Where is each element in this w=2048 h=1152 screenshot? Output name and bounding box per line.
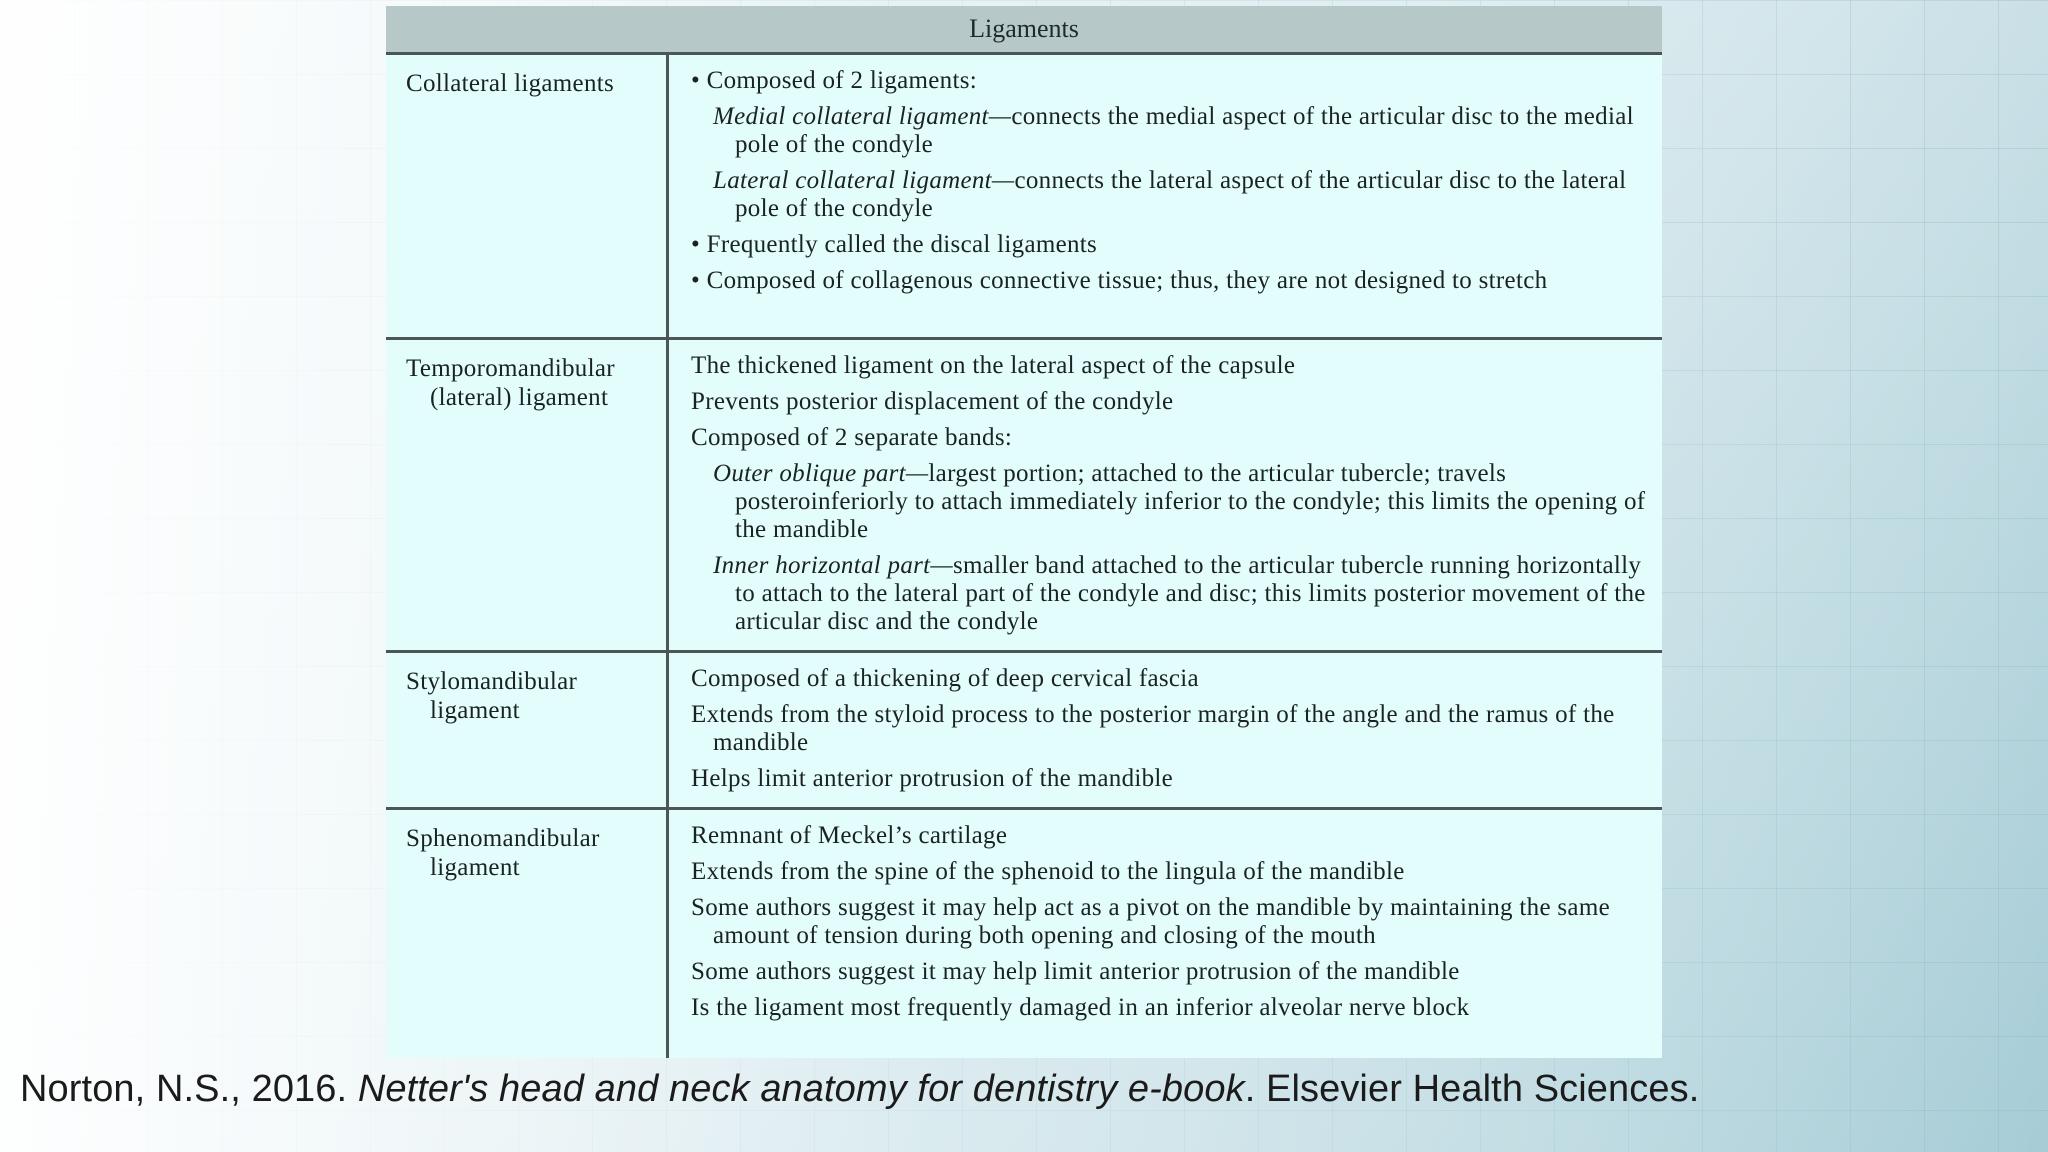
list-item: Composed of a thickening of deep cervical fascia	[691, 665, 1199, 692]
list-item: The thickened ligament on the lateral aspect of the capsule	[691, 352, 1296, 379]
list-item: Some authors suggest it may help act as a pivot on the mandible by maintaining the same amount of tension during both opening and closing of the mouth	[691, 894, 1610, 949]
table-row-stylomandibular	[386, 653, 1662, 810]
list-item: Outer oblique part—largest portion; attached to the articular tubercle; travels posteroinferiorly to attach immediately inferior to the condyle; this limits the opening of the mandible	[713, 460, 1646, 543]
list-item: • Composed of collagenous connective tissue; thus, they are not designed to stretch	[691, 267, 1548, 294]
row-label-line: Stylomandibular	[406, 668, 578, 695]
row-description	[669, 653, 1662, 807]
citation-publisher: . Elsevier Health Sciences.	[1244, 1068, 1700, 1110]
row-label	[386, 55, 669, 337]
row-label	[386, 340, 669, 650]
list-item: • Composed of 2 ligaments:	[691, 67, 977, 94]
list-item: Prevents posterior displacement of the condyle	[691, 388, 1174, 415]
table-title: Ligaments	[386, 6, 1662, 55]
list-item: Medial collateral ligament—connects the medial aspect of the articular disc to the medial pole of the condyle	[713, 103, 1634, 158]
row-description	[669, 810, 1662, 1058]
row-label-line: Sphenomandibular	[406, 825, 600, 852]
row-description	[669, 55, 1662, 337]
list-item: Lateral collateral ligament—connects the lateral aspect of the articular disc to the lateral pole of the condyle	[713, 167, 1627, 222]
citation-title: Netter's head and neck anatomy for dentistry e-book	[357, 1068, 1245, 1110]
row-description	[669, 340, 1662, 650]
list-item: Extends from the spine of the sphenoid to the lingula of the mandible	[691, 858, 1405, 885]
list-item: • Frequently called the discal ligaments	[691, 231, 1098, 258]
list-item: Extends from the styloid process to the posterior margin of the angle and the ramus of the mandible	[691, 701, 1615, 756]
table-row-sphenomandibular	[386, 810, 1662, 1058]
list-item: Some authors suggest it may help limit anterior protrusion of the mandible	[691, 958, 1460, 985]
table-row-collateral	[386, 55, 1662, 340]
citation-authors: Norton, N.S., 2016.	[20, 1068, 358, 1110]
row-label	[386, 653, 669, 807]
list-item: Composed of 2 separate bands:	[691, 424, 1013, 451]
table-row-temporomandibular	[386, 340, 1662, 653]
row-label-line: Temporomandibular	[406, 355, 615, 382]
list-item: Helps limit anterior protrusion of the mandible	[691, 765, 1174, 792]
row-label-line: (lateral) ligament	[430, 384, 609, 411]
row-label-line: ligament	[430, 854, 520, 881]
list-item: Inner horizontal part—smaller band attached to the articular tubercle running horizontally to attach to the lateral part of the condyle and disc; this limits posterior movement of the articular disc and the condyle	[713, 552, 1646, 635]
row-label-line: ligament	[430, 697, 520, 724]
row-label	[386, 810, 669, 1058]
citation-caption	[20, 1068, 1699, 1111]
ligaments-table	[386, 6, 1662, 1058]
row-label-line: Collateral ligaments	[406, 70, 615, 97]
list-item: Remnant of Meckel’s cartilage	[691, 822, 1008, 849]
list-item: Is the ligament most frequently damaged in an inferior alveolar nerve block	[691, 994, 1470, 1021]
